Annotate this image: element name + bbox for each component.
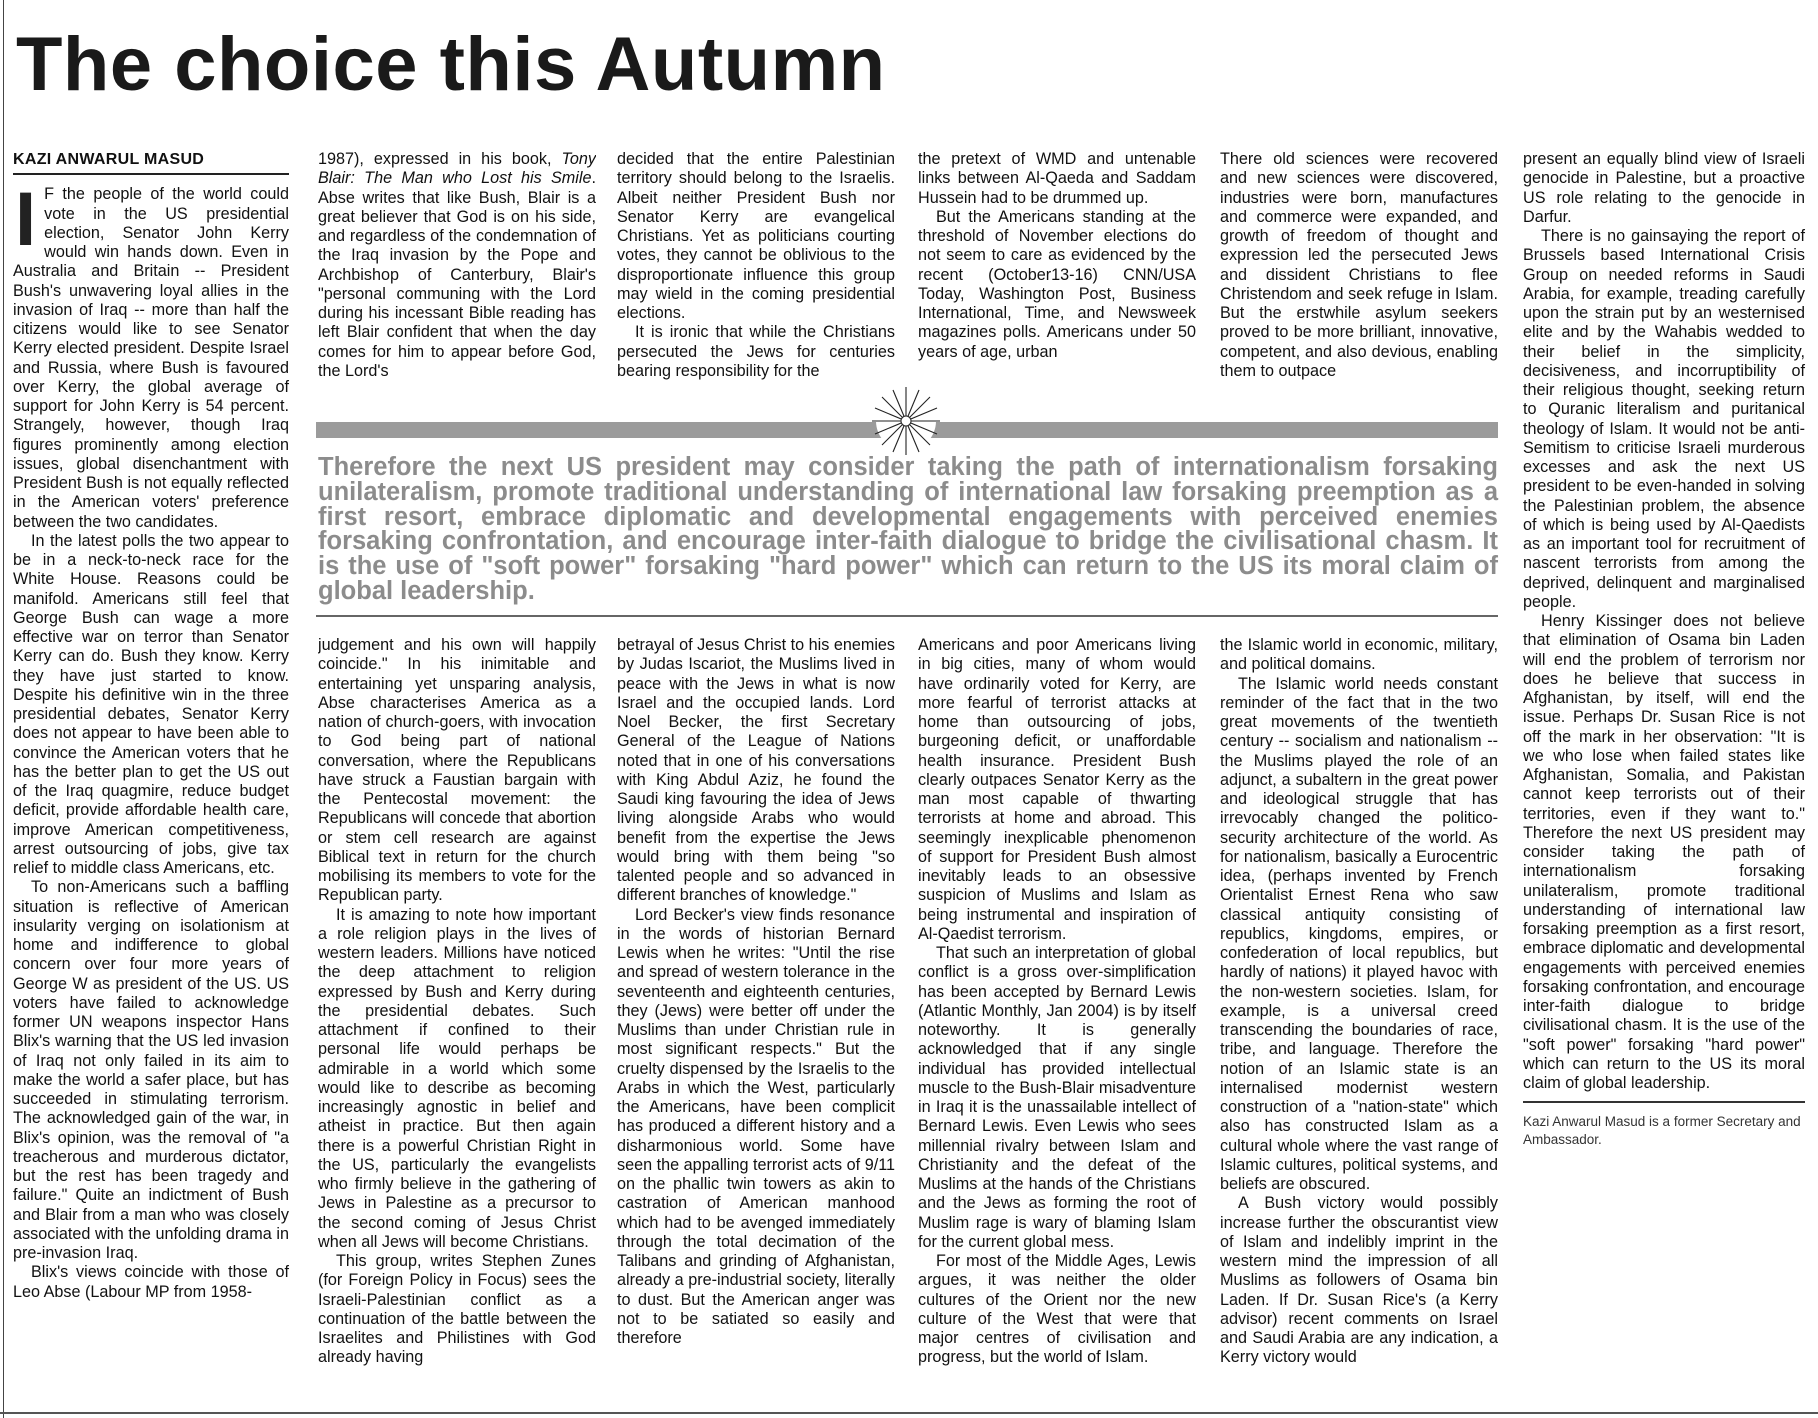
bot5-paragraph-1: the Islamic world in economic, military, and political domains.: [1220, 636, 1498, 674]
bot2-paragraph-2: It is amazing to note how important a role religion plays in the lives of western leaders. Millions have noticed the deep attachment to religion expressed by Bush and Kerry during the presidential debates. Such attachment if confined to their personal life would perhaps be admirable in a world which some would like to describe as becoming increasingly agnostic in belief and atheist in practice. But then again there is a powerful Christian Right in the US, particularly the evangelists who firmly believe in the gathering of Jews in Palestine as a precursor to the second coming of Jesus Christ when all Jews will become Christians.: [318, 905, 596, 1251]
top4-paragraph-2: But the Americans standing at the threshold of November elections do not seem to care as evidenced by the recent (October13-16) CNN/USA Today, Washington Post, Business International, Time, and Newsweek magazines polls. Americans under 50 years of age, urban: [918, 207, 1196, 361]
pull-quote: Therefore the next US president may consider taking the path of internationalism forsaking unilateralism, promote traditional understanding of international law forsaking preemption as a first resort, embrace diplomatic and developmental engagements with perceived enemies forsaking confrontation, and encourage inter-faith dialogue to bridge the civilisational chasm. It is the use of "soft power" forsaking "hard power" which can return to the US its moral claim of global leadership.: [318, 453, 1498, 605]
bot2-paragraph-3: This group, writes Stephen Zunes (for Foreign Policy in Focus) sees the Israeli-Palestinian conflict as a continuation of the battle between the Israelites and Philistines with God already having: [318, 1252, 596, 1367]
column-4-bottom: [918, 636, 1196, 1408]
top2-paragraph-1: 1987), expressed in his book, Tony Blair: The Man who Lost his Smile. Abse writes that like Bush, Blair is a great believer that God is on his side, and regardless of the condemnation of the Iraq invasion by the Pope and Archbishop of Canterbury, Blair's "personal communing with the Lord during his incessant Bible reading has left Blair confident that when the day comes for him to appear before God, the Lord's: [318, 150, 596, 380]
column-6: [1523, 150, 1805, 1149]
column-2-bottom: [318, 636, 596, 1408]
column-5-top: [1220, 150, 1498, 380]
column-2-top: [318, 150, 596, 380]
top4-paragraph-1: the pretext of WMD and untenable links between Al-Qaeda and Saddam Hussein had to be drummed up.: [918, 150, 1196, 207]
col6-paragraph-1: present an equally blind view of Israeli genocide in Palestine, but a proactive US role relating to the genocide in Darfur.: [1523, 150, 1805, 226]
starburst-icon: [870, 385, 942, 457]
column-5-bottom: [1220, 636, 1498, 1408]
col1-paragraph-4: Blix's views coincide with those of Leo Abse (Labour MP from 1958-: [13, 1263, 289, 1301]
author-signature: Kazi Anwarul Masud is a former Secretary and Ambassador.: [1523, 1114, 1801, 1148]
bot4-paragraph-2: That such an interpretation of global conflict is a gross over-simplification has been accepted by Bernard Lewis (Atlantic Monthly, Jan 2004) is by itself noteworthy. It is generally acknowledged that if any single individual has provided intellectual muscle to the Bush-Blair misadventure in Iraq it is the unassailable intellect of Bernard Lewis. Even Lewis who sees millennial rivalry between Islam and Christianity and the defeat of the Muslims at the hands of the Christians and the Jews as forming the root of Muslim rage is wary of blaming Islam for the current global mess.: [918, 944, 1196, 1251]
column-3-bottom: [617, 636, 895, 1408]
pullquote-bottom-rule: [316, 615, 1498, 617]
col6-paragraph-2: There is no gainsaying the report of Brussels based International Crisis Group on needed reforms in Saudi Arabia, for example, treading carefully upon the strain put by an westernised elite and by the Wahabis wedded to their belief in the simplicity, decisiveness, and incorruptibility of their religious thought, seeking return to Quranic literalism and puritanical theology of Islam. It would not be anti-Semitism to criticise Israeli murderous excesses and ask the next US president to be even-handed in solving the Palestinian problem, the absence of which is being used by Al-Qaedists as an important tool for recruitment of nascent terrorists from among the deprived, delinquent and marginalised people.: [1523, 227, 1805, 611]
bot5-paragraph-2: The Islamic world needs constant reminder of the fact that in the two great movements of the twentieth century -- socialism and nationalism -- the Muslims played the role of an adjunct, a subaltern in the great power and ideological struggle that has irrevocably changed the politico-security architecture of the world. As for nationalism, basically a Eurocentric idea, (perhaps invented by French Orientalist Ernest Rena who saw classical antiquity consisting of republics, kingdoms, empires, or confederation of local republics, but hardly of nations) it played havoc with the non-western societies. Islam, for example, is a universal creed transcending the boundaries of race, tribe, and language. Therefore the notion of an Islamic state is an internalised modernist western construction of a "nation-state" which also has constructed Islam as a cultural whole where the vast range of Islamic cultures, political systems, and beliefs are obscured.: [1220, 674, 1498, 1193]
col6-paragraph-3: Henry Kissinger does not believe that elimination of Osama bin Laden will end the problem of terrorism nor does he believe that success in Afghanistan, by itself, will end the issue. Perhaps Dr. Susan Rice is not off the mark in her observation: "It is we who lose when failed states like Afghanistan, Somalia, and Pakistan cannot keep terrorists out of their territories, even if they want to." Therefore the next US president may consider taking the path of internationalism forsaking unilateralism, promote traditional understanding of international law forsaking preemption as a first resort, embrace diplomatic and developmental engagements with perceived enemies forsaking confrontation, and encourage inter-faith dialogue to bridge civilisational chasm. It is the use of the "soft power" forsaking "hard power" which can return to the US its moral claim of global leadership.: [1523, 612, 1805, 1092]
bot5-paragraph-3: A Bush victory would possibly increase further the obscurantist view of Islam and indelibly imprint in the western mind the impression of all Muslims as followers of Osama bin Laden. If Dr. Susan Rice's (a Kerry advisor) recent comments on Israel and Saudi Arabia are any indication, a Kerry victory would: [1220, 1194, 1498, 1367]
top3-paragraph-1: decided that the entire Palestinian territory should belong to the Israelis. Albeit neither President Bush nor Senator Kerry are evangelical Christians. Yet as politicians courting votes, they cannot be oblivious to the disproportionate influence this group may wield in the coming presidential elections.: [617, 150, 895, 322]
top5-paragraph-1: There old sciences were recovered and new sciences were discovered, industries were born, manufactures and commerce were expanded, and growth of freedom of thought and expression led the persecuted Jews and dissident Christians to flee Christendom and seek refuge in Islam. But the erstwhile asylum seekers proved to be more brilliant, innovative, competent, and also devious, enabling them to outpace: [1220, 150, 1498, 380]
col1-paragraph-1: I F the people of the world could vote in the US presidential election, Senator John Kerry would win hands down. Even in Australia and Britain -- President Bush's unwavering loyal allies in the invasion of Iraq -- more than half the citizens would like to see Senator Kerry elected president. Despite Israel and Russia, where Bush is favoured over Kerry, the global average of support for John Kerry is 54 percent. Strangely, however, though Iraq figures prominently among election issues, global disenchantment with President Bush is not equally reflected in the American voters' preference between the two candidates.: [13, 177, 289, 531]
top3-paragraph-2: It is ironic that while the Christians persecuted the Jews for centuries bearing responsibility for the: [617, 323, 895, 380]
headline: The choice this Autumn: [16, 22, 886, 107]
signature-rule: [1523, 1101, 1805, 1103]
book-title: Tony Blair: The Man who Lost his Smile: [318, 150, 596, 188]
byline: KAZI ANWARUL MASUD: [13, 150, 289, 175]
bot3-paragraph-1: betrayal of Jesus Christ to his enemies by Judas Iscariot, the Muslims lived in peace with the Jews in what is now Israel and the occupied lands. Lord Noel Becker, the first Secretary General of the League of Nations noted that in one of his conversations with King Abdul Aziz, he found the Saudi king favouring the idea of Jews living alongside Arabs who would benefit from the expertise the Jews would bring with them being "so talented people and so advanced in different branches of knowledge.": [617, 636, 895, 905]
left-page-rule: [3, 0, 4, 1418]
bot4-paragraph-1: Americans and poor Americans living in big cities, many of whom would have ordinarily voted for Kerry, are more fearful of terrorist attacks at home than outsourcing of jobs, burgeoning deficit, or unaffordable health insurance. President Bush clearly outpaces Senator Kerry as the man most capable of thwarting terrorists at home and abroad. This seemingly inexplicable phenomenon of support for President Bush almost inevitably leads to an obsessive suspicion of Muslims and Islam as being instrumental and inspiration of Al-Qaedist terrorism.: [918, 636, 1196, 943]
bottom-page-rule: [0, 1412, 1818, 1414]
column-1: [13, 150, 289, 1302]
column-4-top: [918, 150, 1196, 380]
bot2-paragraph-1: judgement and his own will happily coincide." In his inimitable and entertaining yet unsparing analysis, Abse characterises America as a nation of church-goers, with invocation to God being part of national conversation, where the Republicans have struck a Faustian bargain with the Pentecostal movement: the Republicans will concede that abortion or stem cell research are against Biblical text in return for the church mobilising its members to vote for the Republican party.: [318, 636, 596, 905]
drop-cap: I: [15, 177, 37, 263]
col1-paragraph-2: In the latest polls the two appear to be in a neck-to-neck race for the White House. Reasons could be manifold. Americans still feel that George Bush can wage a more effective war on terror than Senator Kerry can do. Bush they know. Kerry they have just started to know. Despite his definitive win in the three presidential debates, Senator Kerry does not appear to have been able to convince the American voters that he has the better plan to get the US out of the Iraq quagmire, reduce budget deficit, provide affordable health care, improve American competitiveness, arrest outsourcing of jobs, give tax relief to middle class Americans, etc.: [13, 531, 289, 877]
bot4-paragraph-3: For most of the Middle Ages, Lewis argues, it was neither the older cultures of the Orient nor the new culture of the West that were that major centres of civilisation and progress, but the world of Islam.: [918, 1252, 1196, 1367]
bot3-paragraph-2: Lord Becker's view finds resonance in the words of historian Bernard Lewis when he writes: "Until the rise and spread of western tolerance in the seventeenth and eighteenth centuries, they (Jews) were better off under the Muslims than under Christian rule in most significant respects." But the cruelty dispensed by the Israelis to the Arabs in which the West, particularly the Americans, have been complicit has produced a different history and a disharmonious world. Some have seen the appalling terrorist acts of 9/11 on the phallic twin towers as akin to castration of American manhood which had to be avenged immediately through the total decimation of the Talibans and grinding of Afghanistan, already a pre-industrial society, literally to dust. But the American anger was not to be satiated so easily and therefore: [617, 905, 895, 1347]
column-3-top: [617, 150, 895, 380]
col1-paragraph-3: To non-Americans such a baffling situation is reflective of American insularity verging on isolationism at home and indifference to global concern over four more years of George W as president of the US. US voters have failed to acknowledge former UN weapons inspector Hans Blix's warning that the US led invasion of Iraq not only failed in its aim to make the world a safer place, but has succeeded in stimulating terrorism. The acknowledged gain of the war, in Blix's opinion, was the removal of "a treacherous and murderous dictator, but the rest has been tragedy and failure." Quite an indictment of Bush and Blair from a man who was closely associated with the unfolding drama in pre-invasion Iraq.: [13, 878, 289, 1262]
